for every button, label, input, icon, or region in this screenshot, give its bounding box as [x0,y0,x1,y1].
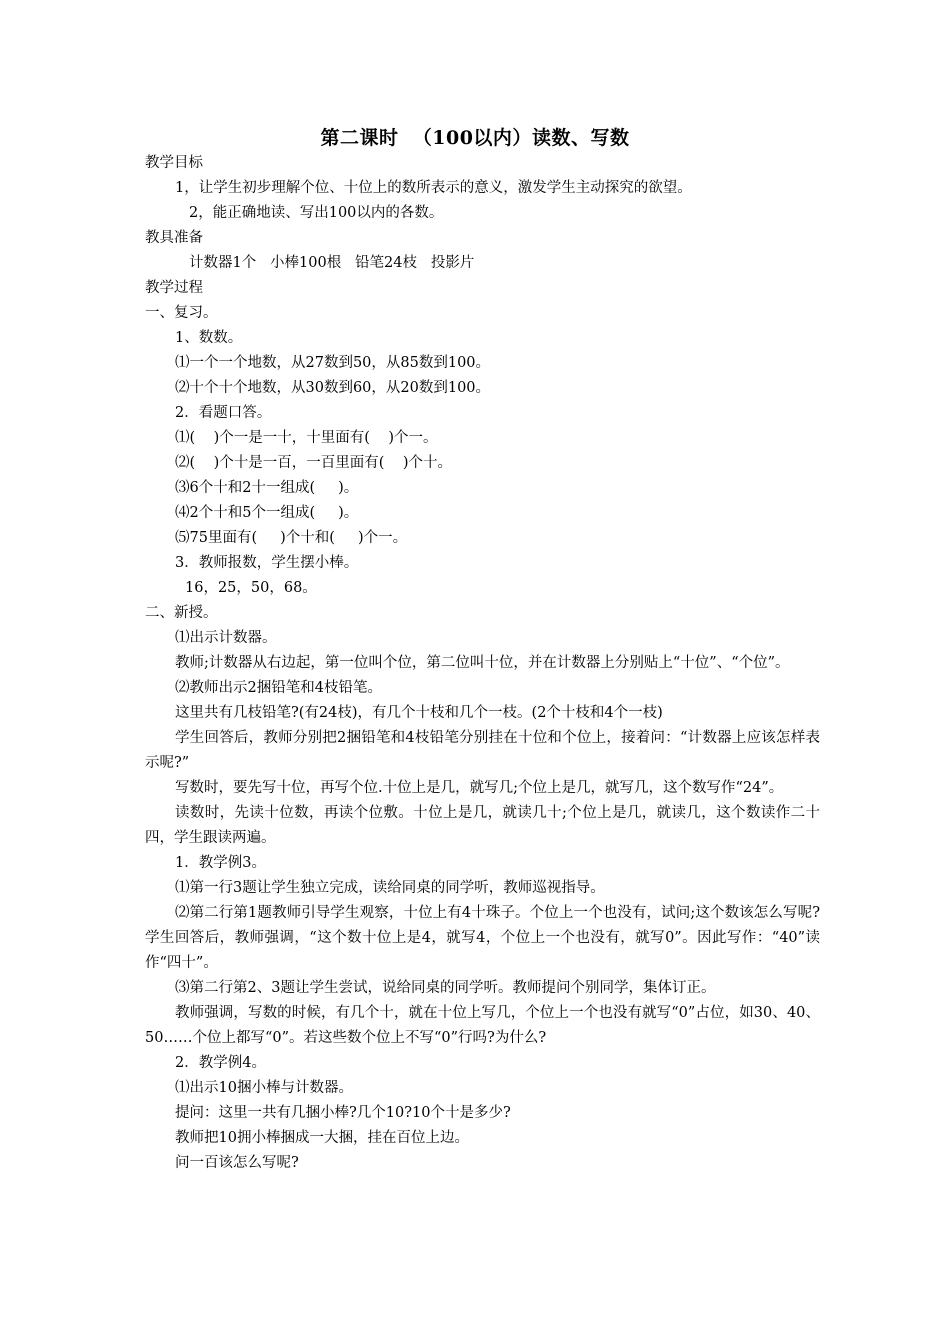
text-line: ⑵教师出示2捆铅笔和4枝铅笔。 [175,680,382,696]
part-heading-review: 一、复习。 [145,305,218,321]
paragraph: 学生回答后，教师分别把2捆铅笔和4枝铅笔分别挂在十位和个位上，接着问：“计数器上应该怎样表示呢?” [145,730,820,771]
paragraph: ⑵第二行第1题教师引导学生观察，十位上有4十珠子。个位上一个也没有，试问;这个数该怎么写呢?学生回答后，教师强调，“这个数十位上是4，就写4，个位上一个也没有，就写0”。因此写作：“40”读作“四十”。 [145,905,820,971]
text-line: ⑸75里面有( )个十和( )个一。 [175,530,408,546]
section-heading-process: 教学过程 [145,280,203,296]
step-heading: 1、数数。 [175,330,243,346]
text-line: 16，25，50，68。 [185,580,317,596]
text-line: ⑵十个十个地数，从30数到60，从20数到100。 [175,380,491,396]
paragraph: 教师强调，写数的时候，有几个十，就在十位上写几，个位上一个也没有就写“0”占位，如30、40、50……个位上都写“0”。若这些数个位上不写“0”行吗?为什么? [145,1005,820,1046]
step-heading: 2．看题口答。 [175,405,272,421]
document-body [145,151,820,1176]
goal-item: 1，让学生初步理解个位、十位上的数所表示的意义，激发学生主动探究的欲望。 [175,180,692,196]
paragraph: 读数时，先读十位数，再读个位敷。十位上是几，就读几十;个位上是几，就读几，这个数读作二十四，学生跟读两遍。 [145,805,820,846]
part-heading-new: 二、新授。 [145,605,218,621]
step-heading: 3．教师报数，学生摆小棒。 [175,555,359,571]
text-line: ⑵( )个十是一百，一百里面有( )个十。 [175,455,452,471]
section-heading-goals: 教学目标 [145,155,203,171]
text-line: 教师把10拥小棒捆成一大捆，挂在百位上边。 [175,1130,469,1146]
text-line: ⑷2个十和5个一组成( )。 [175,505,359,521]
paragraph: 教师;计数器从右边起，第一位叫个位，第二位叫十位，并在计数器上分别贴上“十位”、“个位”。 [175,655,790,671]
text-line: ⑴出示计数器。 [175,630,277,646]
text-line: ⑴出示10捆小棒与计数器。 [175,1080,353,1096]
text-line: ⑶第二行第2、3题让学生尝试，说给同桌的同学听。教师提问个别同学，集体订正。 [175,980,716,996]
text-line: 问一百该怎么写呢? [175,1155,299,1171]
text-line: ⑴第一行3题让学生独立完成，读给同桌的同学听，教师巡视指导。 [175,880,605,896]
materials-list: 计数器1个 小棒100根 铅笔24枝 投影片 [189,255,475,271]
text-line: ⑶6个十和2十一组成( )。 [175,480,359,496]
text-line: 这里共有几枝铅笔?(有24枝)，有几个十枝和几个一枝。(2个十枝和4个一枝) [175,705,663,721]
text-line: ⑴( )个一是一十，十里面有( )个一。 [175,430,438,446]
step-heading: 1．教学例3。 [175,855,266,871]
page-title: 第二课时 （100以内）读数、写数 [320,127,630,149]
text-line: 提问：这里一共有几捆小棒?几个10?10个十是多少? [175,1105,511,1121]
paragraph: 写数时，要先写十位，再写个位.十位上是几，就写几;个位上是几，就写几，这个数写作“24”。 [175,780,784,796]
text-line: ⑴一个一个地数，从27数到50，从85数到100。 [175,355,491,371]
step-heading: 2．教学例4。 [175,1055,266,1071]
section-heading-materials: 教具准备 [145,230,203,246]
goal-item: 2，能正确地读、写出100以内的各数。 [189,205,444,221]
